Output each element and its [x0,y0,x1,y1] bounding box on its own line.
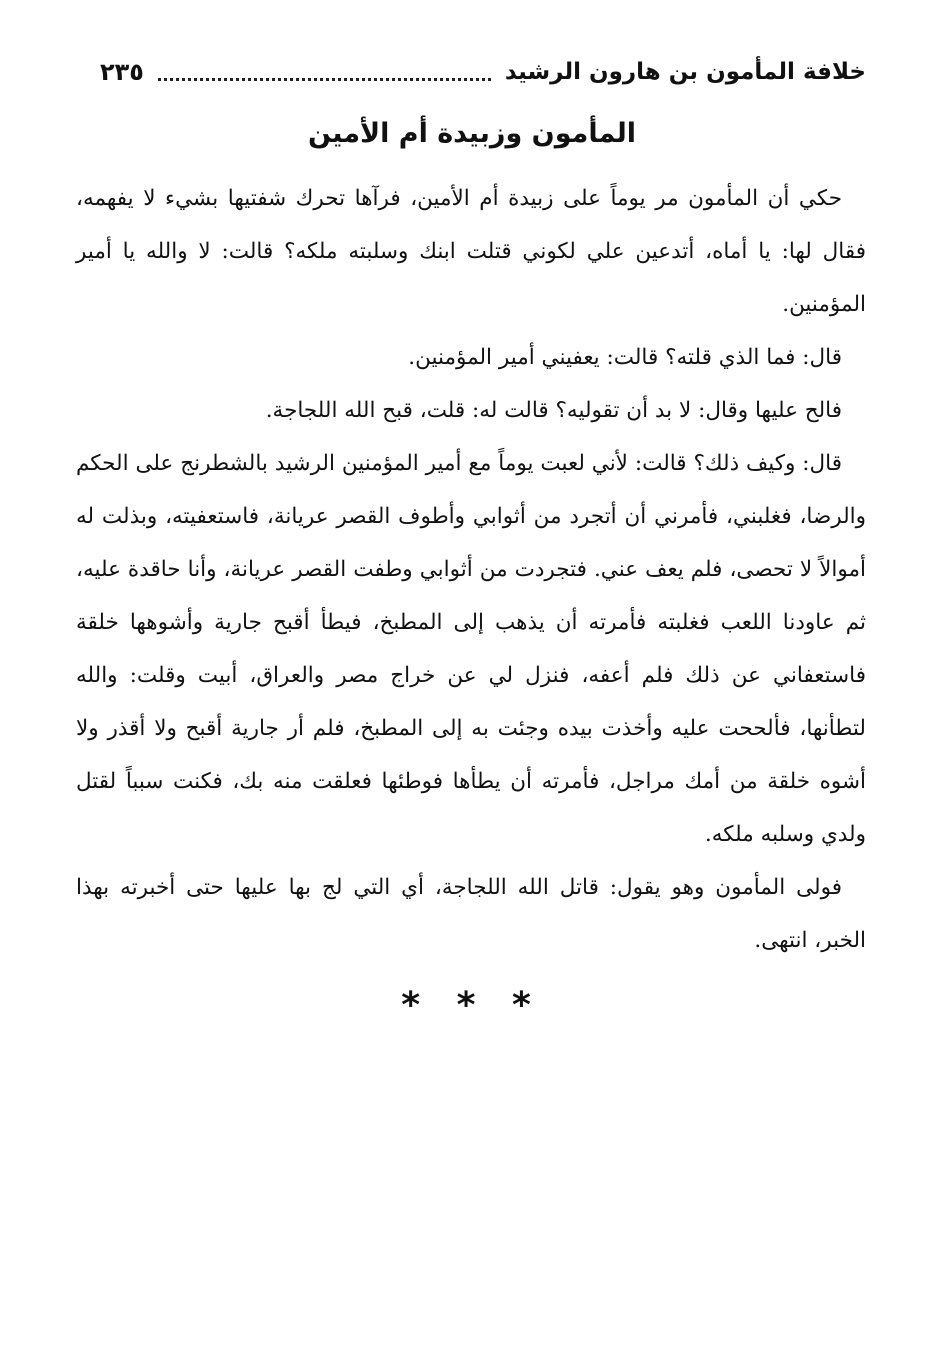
paragraph: قال: وكيف ذلك؟ قالت: لأني لعبت يوماً مع أمير المؤمنين الرشيد بالشطرنج على الحكم والرضا، فغلبني، فأمرني أن أتجرد من أثوابي وأطوف القصر عريانة، فاستعفيته، وبذلت له أموالاً لا تحصى، فلم يعف عني. فتجردت من أثوابي وطفت القصر عريانة، وأنا حاقدة عليه، ثم عاودنا اللعب فغلبته فأمرته أن يذهب إلى المطبخ، فيطأ أقبح جارية وأشوهها خلقة فاستعفاني عن ذلك فلم أعفه، فنزل لي عن خراج مصر والعراق، أبيت وقلت: والله لتطأنها، فألححت عليه وأخذت بيده وجئت به إلى المطبخ، فلم أر جارية أقبح ولا أقذر ولا أشوه خلقة من أمك مراجل، فأمرته أن يطأها فوطئها فعلقت منه بك، فكنت سبباً لقتل ولدي وسلبه ملكه. [76,451,866,847]
paragraph: فالح عليها وقال: لا بد أن تقوليه؟ قالت له: قلت، قبح الله اللجاجة. [265,398,842,423]
paragraph: قال: فما الذي قلته؟ قالت: يعفيني أمير المؤمنين. [408,345,842,370]
running-header-title: خلافة المأمون بن هارون الرشيد [504,59,866,85]
paragraph: حكي أن المأمون مر يوماً على زبيدة أم الأمين، فرآها تحرك شفتيها بشيء لا يفهمه، فقال لها: يا أماه، أتدعين علي لكوني قتلت ابنك وسلبته ملكه؟ قالت: لا والله يا أمير المؤمنين. [76,186,866,317]
body-text [76,172,866,967]
section-divider: * * * [401,985,543,1026]
running-header [100,50,866,94]
header-dot-leader [158,64,491,81]
paragraph: فولى المأمون وهو يقول: قاتل الله اللجاجة، أي التي لج بها عليها حتى أخبرته بهذا الخبر، انتهى. [76,875,866,953]
chapter-title: المأمون وزبيدة أم الأمين [308,118,636,149]
page-number: ٢٣٥ [100,58,144,86]
